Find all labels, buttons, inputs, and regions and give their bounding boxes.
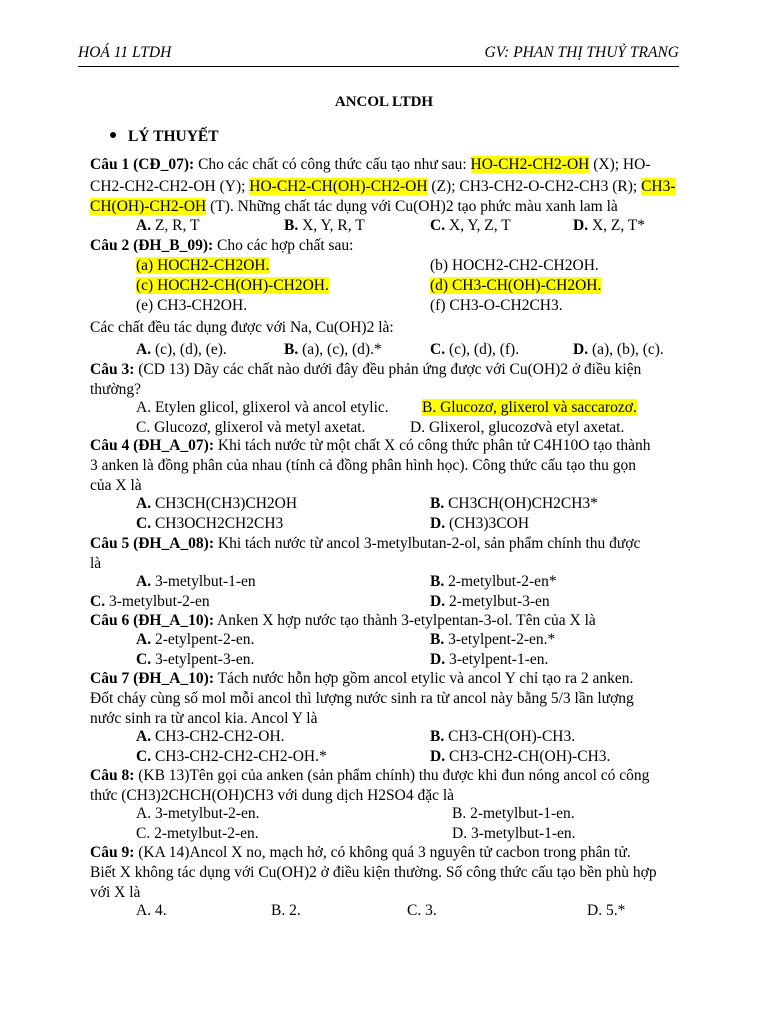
q9-label: Câu 9: xyxy=(90,844,135,861)
q2-answer-a: A. (c), (d), (e). xyxy=(136,341,227,358)
section-heading xyxy=(110,128,219,146)
header-divider xyxy=(78,66,679,67)
q1-line3 xyxy=(90,197,618,217)
q4-line3: của X là xyxy=(90,477,142,494)
q7-answer-b: B. CH3-CH(OH)-CH3. xyxy=(430,728,576,745)
q5-label: Câu 5 (ĐH_A_08): xyxy=(90,535,214,552)
q2-answer-b: B. (a), (c), (d).* xyxy=(284,341,382,358)
q9-line1 xyxy=(90,843,631,863)
q5-answer-c: C. 3-metylbut-2-en xyxy=(90,593,210,610)
q2-item-c: (c) HOCH2-CH(OH)-CH2OH. xyxy=(136,277,329,294)
q2-answer-c: C. (c), (d), (f). xyxy=(430,341,520,358)
q2-answer-d: D. (a), (b), (c). xyxy=(573,341,664,358)
q1-highlight-z: HO-CH2-CH(OH)-CH2-OH xyxy=(249,178,428,195)
header-teacher: GV: PHAN THỊ THUỶ TRANG xyxy=(484,44,679,61)
q6-answer-a: A. 2-etylpent-2-en. xyxy=(136,631,255,648)
q1-answer-a: A. Z, R, T xyxy=(136,217,200,234)
q2-item-a: (a) HOCH2-CH2OH. xyxy=(136,257,270,274)
q7-line1 xyxy=(90,669,633,689)
q2-item-f: (f) CH3-O-CH2CH3. xyxy=(430,297,563,314)
q1-highlight-t2: CH(OH)-CH2-OH xyxy=(90,198,207,215)
q1-answer-c: C. X, Y, Z, T xyxy=(430,217,511,234)
q7-answer-c: C. CH3-CH2-CH2-CH2-OH.* xyxy=(136,748,327,765)
q1-text: (Z); CH3-CH2-O-CH2-CH3 (R); xyxy=(427,178,642,195)
q6-answer-c: C. 3-etylpent-3-en. xyxy=(136,651,255,668)
q3-line1 xyxy=(90,360,641,380)
q1-label: Câu 1 (CĐ_07): xyxy=(90,156,195,173)
q3-text: (CD 13) Dãy các chất nào dưới đây đều phản ứng được với Cu(OH)2 ở điều kiện xyxy=(134,361,642,378)
q1-line2 xyxy=(90,177,676,197)
q4-answer-b: B. CH3CH(OH)CH2CH3* xyxy=(430,495,598,512)
q4-text: Khi tách nước từ một chất X có công thức phân tử C4H10O tạo thành xyxy=(214,437,651,454)
q2-item-d: (d) CH3-CH(OH)-CH2OH. xyxy=(430,277,602,294)
q6-line1 xyxy=(90,611,596,631)
q9-answer-c: C. 3. xyxy=(407,902,437,919)
q8-answer-b: B. 2-metylbut-1-en. xyxy=(452,805,575,822)
q1-line1 xyxy=(90,155,650,175)
q1-highlight-x: HO-CH2-CH2-OH xyxy=(470,156,590,173)
q9-answer-b: B. 2. xyxy=(271,902,301,919)
q1-text: (T). Những chất tác dụng với Cu(OH)2 tạo phức màu xanh lam là xyxy=(206,198,618,215)
q9-line3: với X là xyxy=(90,884,141,901)
q2-item-b: (b) HOCH2-CH2-CH2OH. xyxy=(430,257,599,274)
q3-line2: thường? xyxy=(90,381,142,398)
page-header xyxy=(78,44,679,64)
q8-answer-d: D. 3-metylbut-1-en. xyxy=(452,825,576,842)
q1-text: CH2-CH2-CH2-OH (Y); xyxy=(90,178,250,195)
q8-label: Câu 8: xyxy=(90,767,135,784)
q3-answer-a: A. Etylen glicol, glixerol và ancol etylic. xyxy=(136,399,389,416)
document-title: ANCOL LTDH xyxy=(334,94,434,110)
q9-text: (KA 14)Ancol X no, mạch hở, có không quá 3 nguyên tử cacbon trong phân tử. xyxy=(134,844,631,861)
q6-answer-d: D. 3-etylpent-1-en. xyxy=(430,651,549,668)
q4-answer-c: C. CH3OCH2CH2CH3 xyxy=(136,515,284,532)
q8-line2: thức (CH3)2CHCH(OH)CH3 với dung dịch H2SO4 đặc là xyxy=(90,787,455,804)
q1-text: (X); HO- xyxy=(589,156,651,173)
q8-text: (KB 13)Tên gọi của anken (sản phẩm chính) thu được khi đun nóng ancol có công xyxy=(134,767,650,784)
q5-answer-b: B. 2-metylbut-2-en* xyxy=(430,573,557,590)
q5-answer-d: D. 2-metylbut-3-en xyxy=(430,593,550,610)
q4-line2: 3 anken là đồng phân của nhau (tính cả đồng phân hình học). Công thức cấu tạo thu gọn xyxy=(90,457,637,474)
q9-line2: Biết X không tác dụng với Cu(OH)2 ở điều kiện thường. Số công thức cấu tạo bền phù hợp xyxy=(90,864,657,881)
q5-answer-a: A. 3-metylbut-1-en xyxy=(136,573,256,590)
q1-answer-d: D. X, Z, T* xyxy=(573,217,646,234)
header-subject: HOÁ 11 LTDH xyxy=(78,44,172,61)
q6-answer-b: B. 3-etylpent-2-en.* xyxy=(430,631,556,648)
q8-answer-a: A. 3-metylbut-2-en. xyxy=(136,805,260,822)
q8-answer-c: C. 2-metylbut-2-en. xyxy=(136,825,259,842)
q1-text: Cho các chất có công thức cấu tạo như sau: xyxy=(194,156,471,173)
q2-label: Câu 2 (ĐH_B_09): xyxy=(90,237,214,254)
q3-answer-b: B. Glucozơ, glixerol và saccarozơ. xyxy=(422,399,637,416)
q7-label: Câu 7 (ĐH_A_10): xyxy=(90,670,214,687)
q7-answer-a: A. CH3-CH2-CH2-OH. xyxy=(136,728,285,745)
q4-line1 xyxy=(90,436,651,456)
q5-line1 xyxy=(90,534,640,554)
q6-text: Anken X hợp nước tạo thành 3-etylpentan-3-ol. Tên của X là xyxy=(214,612,596,629)
q6-label: Câu 6 (ĐH_A_10): xyxy=(90,612,214,629)
q7-answer-d: D. CH3-CH2-CH(OH)-CH3. xyxy=(430,748,611,765)
q3-label: Câu 3: xyxy=(90,361,135,378)
q8-line1 xyxy=(90,766,649,786)
q4-label: Câu 4 (ĐH_A_07): xyxy=(90,437,214,454)
q2-text: Cho các hợp chất sau: xyxy=(213,237,354,254)
q5-text: Khi tách nước từ ancol 3-metylbutan-2-ol, sản phẩm chính thu được xyxy=(214,535,641,552)
q9-answer-a: A. 4. xyxy=(136,902,167,919)
q4-answer-d: D. (CH3)3COH xyxy=(430,515,530,532)
q5-line2: là xyxy=(90,555,102,572)
q2-item-e: (e) CH3-CH2OH. xyxy=(136,297,248,314)
q7-line3: nước sinh ra từ ancol kia. Ancol Y là xyxy=(90,710,318,727)
section-label: LÝ THUYẾT xyxy=(128,128,219,145)
q9-answer-d: D. 5.* xyxy=(587,902,626,919)
q3-answer-d: D. Glixerol, glucozơvà etyl axetat. xyxy=(410,419,625,436)
q4-answer-a: A. CH3CH(CH3)CH2OH xyxy=(136,495,298,512)
q2-question: Các chất đều tác dụng được với Na, Cu(OH)2 là: xyxy=(90,319,394,336)
q7-text: Tách nước hỗn hợp gồm ancol etylic và ancol Y chỉ tạo ra 2 anken. xyxy=(214,670,634,687)
q1-answer-b: B. X, Y, R, T xyxy=(284,217,365,234)
bullet-icon xyxy=(110,132,116,138)
q7-line2: Đốt cháy cùng số mol mỗi ancol thì lượng nước sinh ra từ ancol này bằng 5/3 lần lượng xyxy=(90,690,634,707)
q3-answer-c: C. Glucozơ, glixerol và metyl axetat. xyxy=(136,419,366,436)
q2-line1 xyxy=(90,236,353,256)
q1-highlight-t: CH3- xyxy=(641,178,676,195)
